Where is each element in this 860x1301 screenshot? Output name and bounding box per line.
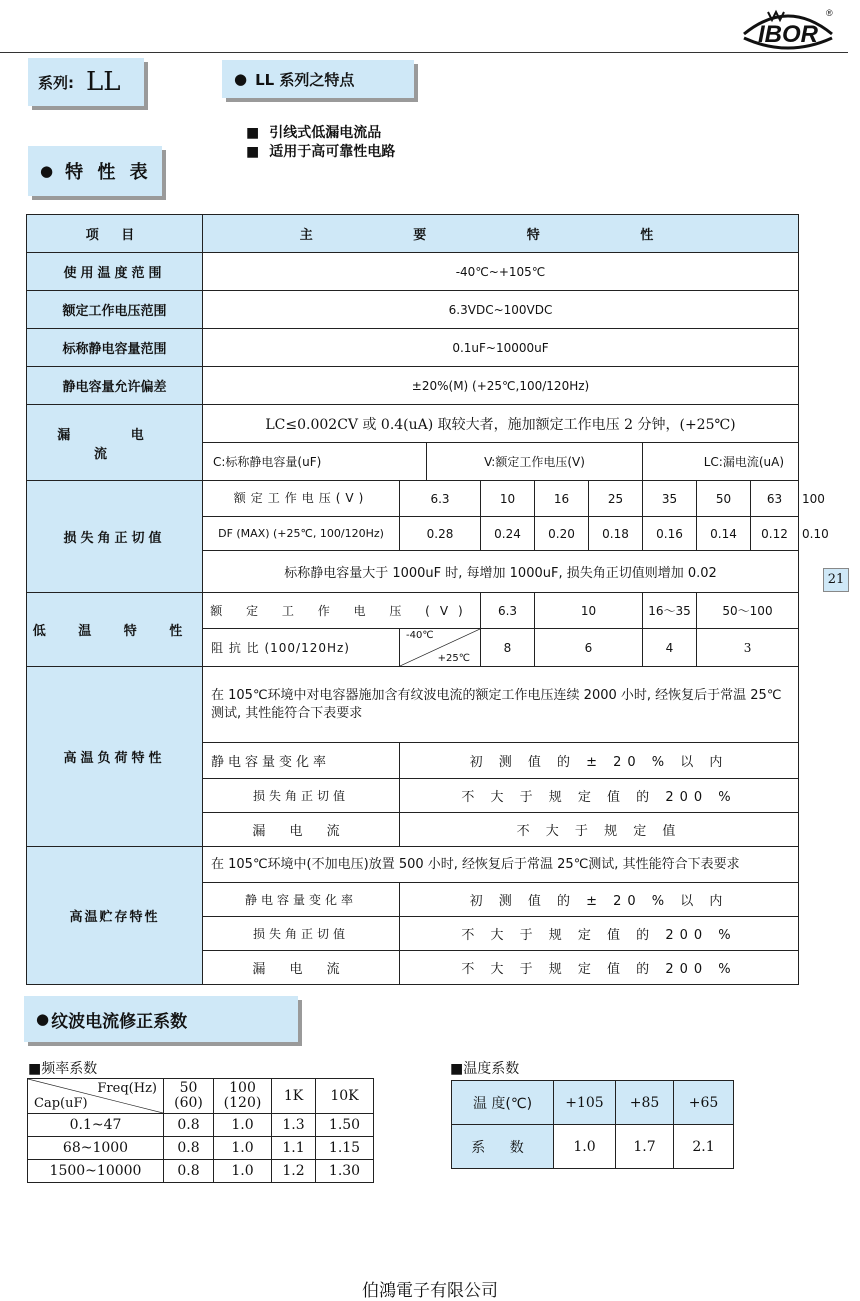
freq-header: 10K: [316, 1079, 374, 1114]
freq-value: 1.0: [214, 1137, 272, 1160]
df-voltage: 16: [535, 481, 589, 517]
freq-cap: 68~1000: [28, 1137, 164, 1160]
storage-item-value: 不 大 于 规 定 值 的 200 %: [400, 917, 799, 951]
lowtemp-value: 6: [535, 629, 643, 667]
square-bullet-icon: ■: [246, 125, 260, 141]
df-voltage: 63: [751, 481, 799, 517]
freq-diagonal-cell: [28, 1079, 164, 1114]
freq-cap: 1500~10000: [28, 1160, 164, 1183]
table-row: [27, 847, 799, 883]
freq-header: 1K: [272, 1079, 316, 1114]
df-voltage-label: 额定工作电压(V): [203, 481, 400, 517]
table-row: [27, 253, 799, 291]
page-number: 21: [823, 568, 849, 592]
temp-table-title: ■温度系数: [450, 1061, 520, 1077]
svg-text:®: ®: [826, 8, 833, 18]
df-value: 0.24: [481, 517, 535, 551]
company-footer: 伯鴻電子有限公司: [362, 1281, 498, 1301]
row-value: 0.1uF~10000uF: [203, 329, 799, 367]
temp-value: +65: [674, 1081, 734, 1125]
freq-value: 1.2: [272, 1160, 316, 1183]
features-list: [246, 124, 395, 162]
freq-table: [27, 1078, 374, 1183]
freq-value: 1.3: [272, 1114, 316, 1137]
storage-item-name: 静电容量变化率: [203, 883, 400, 917]
lowtemp-voltage: 6.3: [481, 593, 535, 629]
df-voltage: 50: [697, 481, 751, 517]
lowtemp-voltage: 10: [535, 593, 643, 629]
square-bullet-icon: ■: [246, 144, 260, 160]
leakage-label: 漏 电 流: [27, 405, 203, 481]
df-voltage: 35: [643, 481, 697, 517]
storage-item-value: 不 大 于 规 定 值 的 200 %: [400, 951, 799, 985]
df-value: 0.14: [697, 517, 751, 551]
lowtemp-diagonal-cell: [400, 629, 481, 667]
freq-value: 0.8: [164, 1114, 214, 1137]
storage-label: 高温贮存特性: [27, 847, 203, 985]
freq-value: 0.8: [164, 1160, 214, 1183]
storage-item-name: 损失角正切值: [203, 917, 400, 951]
row-label: 使用温度范围: [27, 253, 203, 291]
freq-header: 50 (60): [164, 1079, 214, 1114]
freq-value: 1.1: [272, 1137, 316, 1160]
characteristics-title-box: [28, 146, 162, 196]
df-voltage: 10: [481, 481, 535, 517]
features-title: LL 系列之特点: [255, 70, 355, 89]
storage-item-name: 漏 电 流: [203, 951, 400, 985]
lowtemp-voltage-label: 额 定 工 作 电 压 (V): [203, 593, 481, 629]
df-value: 0.18: [589, 517, 643, 551]
series-label: 系列:: [38, 73, 74, 92]
row-value: ±20%(M) (+25℃,100/120Hz): [203, 367, 799, 405]
df-label: 损失角正切值: [27, 481, 203, 593]
df-value: 0.16: [643, 517, 697, 551]
freq-cap: 0.1~47: [28, 1114, 164, 1137]
lowtemp-value: 4: [643, 629, 697, 667]
df-voltage: 6.3: [400, 481, 481, 517]
freq-value: 1.30: [316, 1160, 374, 1183]
row-value: 6.3VDC~100VDC: [203, 291, 799, 329]
series-value: LL: [86, 67, 121, 97]
factor-value: 2.1: [674, 1125, 734, 1169]
feature-item: ■ 引线式低漏电流品: [246, 125, 382, 141]
storage-item-value: 初 测 值 的 ± 20 % 以 内: [400, 883, 799, 917]
table-row: 损失角正切值 额定工作电压(V) 6.3 10 16 25 35 50 63 100: [27, 481, 799, 517]
table-row: [27, 593, 799, 629]
lowtemp-value: 8: [481, 629, 535, 667]
lowtemp-label: 低 温 特 性: [27, 593, 203, 667]
table-row: [27, 405, 799, 443]
df-voltage: 25: [589, 481, 643, 517]
freq-value: 1.50: [316, 1114, 374, 1137]
header-rule: [0, 52, 848, 53]
load-desc: 在 105℃环境中对电容器施加含有纹波电流的额定工作电压连续 2000 小时, 经恢复后于常温 25℃测试, 其性能符合下表要求: [203, 667, 799, 743]
lowtemp-impedance-label: 阻 抗 比 (100/120Hz): [203, 629, 400, 667]
temp-row-label: 温 度(℃): [452, 1081, 554, 1125]
diag-top-label: -40℃: [406, 630, 434, 641]
freq-header: 100 (120): [214, 1079, 272, 1114]
bullet-dot-icon: ●: [36, 1010, 50, 1028]
df-value: 0.28: [400, 517, 481, 551]
table-row: [27, 367, 799, 405]
df-note: 标称静电容量大于 1000uF 时, 每增加 1000uF, 损失角正切值则增加 0.02: [203, 551, 799, 593]
temp-table: [451, 1080, 734, 1169]
diag-top-label: Freq(Hz): [97, 1081, 157, 1096]
df-value: 0.12: [751, 517, 799, 551]
leakage-legend-c: C:标称静电容量(uF): [203, 443, 427, 481]
series-box: [28, 58, 144, 106]
bullet-dot-icon: ●: [40, 162, 58, 180]
table-row: [27, 215, 799, 253]
load-label: 高温负荷特性: [27, 667, 203, 847]
row-label: 静电容量允许偏差: [27, 367, 203, 405]
features-title-box: [222, 60, 414, 98]
table-row: [28, 1114, 374, 1137]
leakage-legend-v: V:额定工作电压(V): [427, 443, 643, 481]
leakage-legend-lc: LC:漏电流(uA): [643, 443, 799, 481]
table-row: [28, 1160, 374, 1183]
diag-bottom-label: +25℃: [437, 653, 470, 664]
table-row: [452, 1081, 734, 1125]
factor-row-label: 系 数: [452, 1125, 554, 1169]
factor-value: 1.0: [554, 1125, 616, 1169]
row-label: 标称静电容量范围: [27, 329, 203, 367]
table-row: [28, 1137, 374, 1160]
freq-table-title: ■频率系数: [28, 1061, 98, 1077]
load-item-value: 初 测 值 的 ± 20 % 以 内: [400, 743, 799, 779]
head-main: 主 要 特 性: [203, 215, 799, 253]
factor-value: 1.7: [616, 1125, 674, 1169]
table-row: [28, 1079, 374, 1114]
lowtemp-value: 3: [697, 629, 799, 667]
table-row: [452, 1125, 734, 1169]
feature-item: ■ 适用于高可靠性电路: [246, 144, 396, 160]
diag-bottom-label: Cap(uF): [34, 1096, 88, 1111]
spec-table: [26, 214, 829, 985]
leakage-formula: LC≤0.002CV 或 0.4(uA) 取较大者，施加额定工作电压 2 分钟，(+25℃): [203, 405, 799, 443]
freq-value: 1.0: [214, 1114, 272, 1137]
temp-value: +85: [616, 1081, 674, 1125]
row-value: -40℃~+105℃: [203, 253, 799, 291]
df-value: 0.20: [535, 517, 589, 551]
load-item-value: 不 大 于 规 定 值 的 200 %: [400, 779, 799, 813]
ripple-title-box: [24, 996, 298, 1042]
table-row: DF (MAX) (+25℃, 100/120Hz) 0.28 0.24 0.20 0.18 0.16 0.14 0.12 0.10: [27, 517, 799, 551]
freq-value: 1.15: [316, 1137, 374, 1160]
freq-value: 1.0: [214, 1160, 272, 1183]
freq-value: 0.8: [164, 1137, 214, 1160]
ibor-logo: [738, 4, 838, 50]
characteristics-title: 特 性 表: [65, 162, 152, 183]
storage-desc: 在 105℃环境中(不加电压)放置 500 小时, 经恢复后于常温 25℃测试, 其性能符合下表要求: [203, 847, 799, 883]
ripple-title: 纹波电流修正系数: [51, 1011, 188, 1032]
load-item-name: 漏 电 流: [203, 813, 400, 847]
row-label: 额定工作电压范围: [27, 291, 203, 329]
temp-value: +105: [554, 1081, 616, 1125]
load-item-name: 损失角正切值: [203, 779, 400, 813]
lowtemp-voltage: 16～35: [643, 593, 697, 629]
table-row: [27, 667, 799, 743]
bullet-dot-icon: ●: [234, 70, 248, 88]
load-item-name: 静电容量变化率: [203, 743, 400, 779]
table-row: [27, 329, 799, 367]
load-item-value: 不 大 于 规 定 值: [400, 813, 799, 847]
lowtemp-voltage: 50～100: [697, 593, 799, 629]
head-item: 项 目: [27, 215, 203, 253]
df-max-label: DF (MAX) (+25℃, 100/120Hz): [203, 517, 400, 551]
table-row: [27, 291, 799, 329]
svg-text:IBOR: IBOR: [758, 21, 818, 48]
